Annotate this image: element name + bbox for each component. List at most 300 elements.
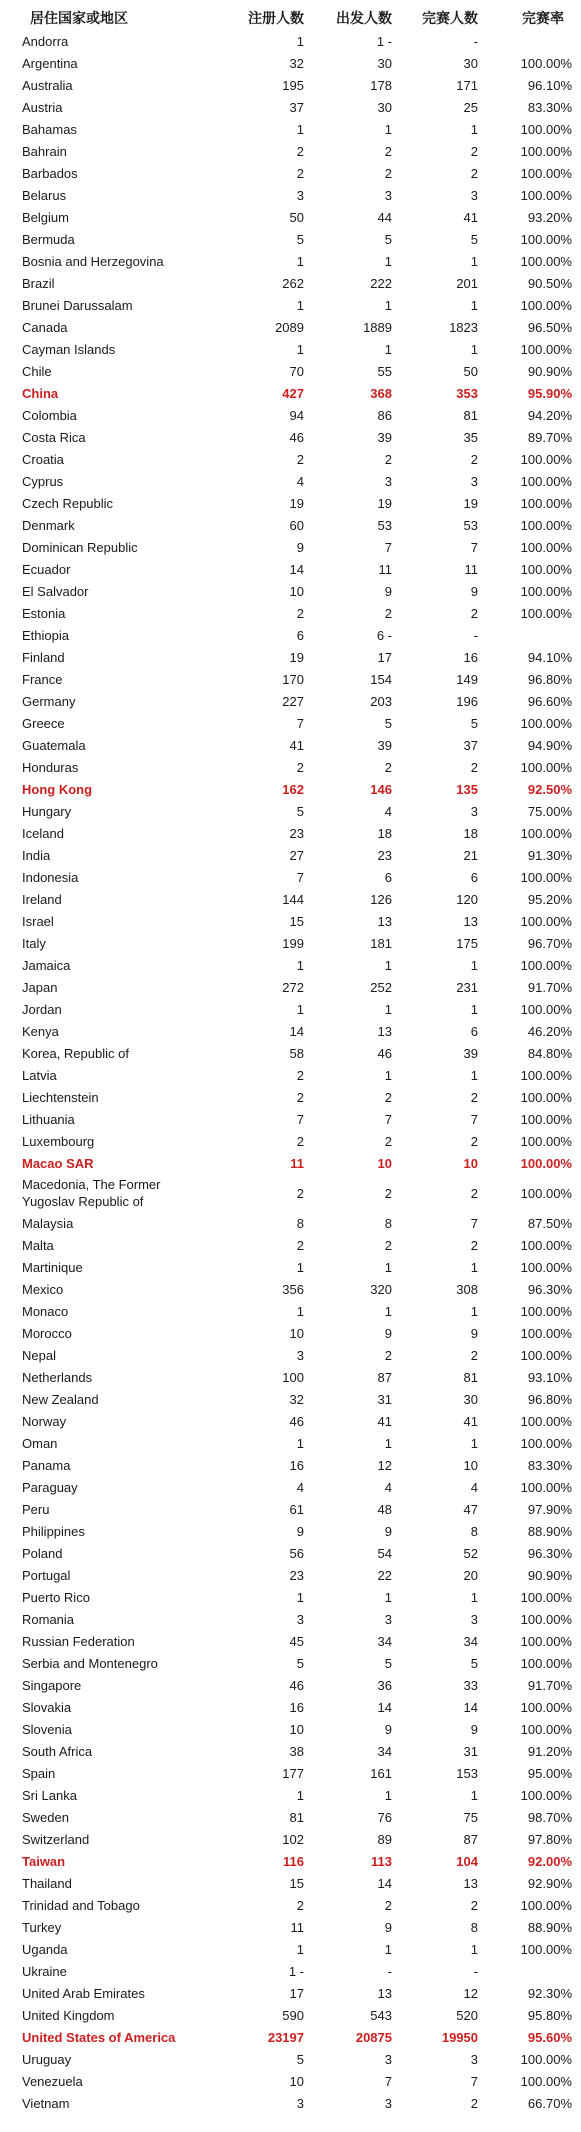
cell-registered: 199: [282, 935, 304, 951]
cell-rate: 100.00%: [520, 341, 572, 357]
cell-rate: 100.00%: [520, 1089, 572, 1105]
cell-registered: 10: [289, 583, 304, 599]
cell-finished: 1: [470, 1001, 478, 1017]
cell-started: 36: [377, 1677, 392, 1693]
table-row: [0, 866, 581, 888]
cell-started: 76: [377, 1809, 392, 1825]
cell-country: Bermuda: [22, 231, 75, 247]
cell-rate: 96.60%: [527, 693, 572, 709]
cell-country: Estonia: [22, 605, 66, 621]
cell-started: 55: [377, 363, 392, 379]
table-row: [0, 1982, 581, 2004]
cell-finished: 34: [463, 1633, 478, 1649]
cell-started: 1889: [363, 319, 392, 335]
cell-started: 2: [384, 1133, 392, 1149]
cell-started: 1: [384, 1303, 392, 1319]
cell-rate: 100.00%: [520, 1347, 572, 1363]
cell-country: Bahamas: [22, 121, 77, 137]
cell-finished: 41: [463, 1413, 478, 1429]
cell-registered: 58: [289, 1045, 304, 1061]
cell-country: Israel: [22, 913, 54, 929]
cell-started: 19: [377, 495, 392, 511]
table-row: [0, 1872, 581, 1894]
table-row: [0, 1674, 581, 1696]
cell-finished: 2: [470, 1133, 478, 1149]
table-row: [0, 1410, 581, 1432]
cell-started: 1: [384, 1787, 392, 1803]
cell-country: Argentina: [22, 55, 78, 71]
cell-registered: 6: [296, 627, 304, 643]
cell-rate: 100.00%: [520, 1067, 572, 1083]
cell-country: Singapore: [22, 1677, 82, 1693]
cell-registered: 116: [283, 1853, 304, 1869]
cell-country: Colombia: [22, 407, 77, 423]
cell-country: India: [22, 847, 51, 863]
table-row: [0, 778, 581, 800]
cell-rate: 100.00%: [520, 605, 572, 621]
cell-registered: 10: [289, 1721, 304, 1737]
cell-finished: 8: [470, 1523, 478, 1539]
cell-finished: 153: [456, 1765, 478, 1781]
cell-country: Greece: [22, 715, 65, 731]
table-row: [0, 1762, 581, 1784]
cell-country: Jamaica: [22, 957, 71, 973]
cell-registered: 1: [296, 1941, 304, 1957]
table-row: [0, 1108, 581, 1130]
cell-country: Sweden: [22, 1809, 69, 1825]
table-row: [0, 1916, 581, 1938]
cell-finished: 2: [470, 605, 478, 621]
cell-started: 1: [384, 341, 392, 357]
cell-registered: 2: [296, 165, 304, 181]
table-row: [0, 2004, 581, 2026]
table-row: [0, 1130, 581, 1152]
cell-started: 181: [370, 935, 392, 951]
cell-country: Ukraine: [22, 1963, 67, 1979]
cell-finished: 7: [470, 1215, 478, 1231]
cell-registered: 11: [290, 1155, 304, 1171]
cell-started: 2: [384, 605, 392, 621]
cell-rate: 92.00%: [527, 1853, 572, 1869]
cell-country: Bosnia and Herzegovina: [22, 253, 164, 269]
cell-started: 1 -: [376, 33, 392, 49]
cell-country: Romania: [22, 1611, 75, 1627]
cell-rate: 95.20%: [527, 891, 572, 907]
cell-finished: 171: [456, 77, 478, 93]
cell-registered: 46: [289, 1413, 304, 1429]
cell-registered: 2: [296, 1185, 304, 1201]
cell-started: 44: [377, 209, 392, 225]
cell-registered: 3: [296, 2095, 304, 2111]
table-row: [0, 1564, 581, 1586]
table-row: [0, 1476, 581, 1498]
cell-finished: 31: [463, 1743, 478, 1759]
cell-rate: 96.50%: [527, 319, 572, 335]
table-row: [0, 382, 581, 404]
cell-rate: 100.00%: [520, 539, 572, 555]
table-row: [0, 1174, 581, 1212]
table-row: [0, 448, 581, 470]
cell-started: 113: [371, 1853, 392, 1869]
cell-country: South Africa: [22, 1743, 93, 1759]
cell-registered: 9: [296, 539, 304, 555]
cell-finished: 9: [470, 583, 478, 599]
cell-registered: 11: [290, 1919, 304, 1935]
cell-started: 87: [377, 1369, 392, 1385]
table-row: [0, 1586, 581, 1608]
cell-rate: 96.30%: [527, 1545, 572, 1561]
cell-started: 54: [377, 1545, 392, 1561]
cell-registered: 1: [296, 1435, 304, 1451]
cell-started: 3: [384, 2095, 392, 2111]
cell-finished: 1823: [449, 319, 478, 335]
cell-rate: 100.00%: [520, 143, 572, 159]
table-row: [0, 668, 581, 690]
cell-rate: 91.70%: [527, 979, 572, 995]
cell-rate: 93.10%: [527, 1369, 572, 1385]
cell-country: Netherlands: [22, 1369, 93, 1385]
cell-finished: 9: [470, 1325, 478, 1341]
cell-started: 2: [384, 451, 392, 467]
cell-registered: 9: [296, 1523, 304, 1539]
cell-rate: 100.00%: [520, 451, 572, 467]
cell-finished: 19950: [441, 2029, 478, 2045]
cell-country: Slovakia: [22, 1699, 72, 1715]
cell-finished: 30: [463, 1391, 478, 1407]
cell-finished: 10: [463, 1155, 478, 1171]
cell-finished: 9: [470, 1721, 478, 1737]
cell-registered: 10: [289, 1325, 304, 1341]
cell-country: Liechtenstein: [22, 1089, 99, 1105]
table-row: [0, 162, 581, 184]
cell-rate: 94.90%: [527, 737, 572, 753]
cell-rate: 90.90%: [527, 363, 572, 379]
cell-country: Monaco: [22, 1303, 69, 1319]
cell-registered: 2: [296, 759, 304, 775]
table-row: [0, 844, 581, 866]
table-row: [0, 206, 581, 228]
cell-finished: 3: [470, 2051, 478, 2067]
cell-finished: 2: [470, 1237, 478, 1253]
table-row: [0, 580, 581, 602]
cell-started: 9: [384, 1721, 392, 1737]
cell-rate: 88.90%: [527, 1523, 572, 1539]
cell-started: 5: [384, 1655, 392, 1671]
cell-finished: 1: [470, 341, 478, 357]
cell-finished: 37: [463, 737, 478, 753]
cell-finished: 1: [470, 1589, 478, 1605]
cell-finished: -: [473, 1963, 478, 1979]
cell-registered: 427: [282, 385, 304, 401]
cell-finished: 47: [463, 1501, 478, 1517]
cell-rate: 100.00%: [520, 253, 572, 269]
cell-finished: 7: [470, 2073, 478, 2089]
cell-started: 368: [370, 385, 392, 401]
cell-country: Croatia: [22, 451, 64, 467]
cell-country: Hungary: [22, 803, 72, 819]
table-row: [0, 2092, 581, 2114]
cell-started: 203: [370, 693, 392, 709]
cell-finished: 13: [463, 1875, 478, 1891]
cell-rate: 100.00%: [520, 759, 572, 775]
cell-registered: 3: [296, 187, 304, 203]
table-row: [0, 1938, 581, 1960]
cell-rate: 97.80%: [527, 1831, 572, 1847]
cell-finished: 1: [470, 1787, 478, 1803]
table-row: [0, 1300, 581, 1322]
cell-registered: 56: [289, 1545, 304, 1561]
cell-registered: 37: [289, 99, 304, 115]
cell-finished: 175: [456, 935, 478, 951]
cell-country: Austria: [22, 99, 63, 115]
cell-started: 9: [384, 1523, 392, 1539]
cell-finished: 87: [463, 1831, 478, 1847]
table-row: [0, 1784, 581, 1806]
cell-registered: 195: [282, 77, 304, 93]
cell-registered: 60: [289, 517, 304, 533]
cell-rate: 100.00%: [520, 1479, 572, 1495]
cell-finished: 104: [456, 1853, 478, 1869]
cell-finished: 7: [470, 539, 478, 555]
cell-finished: 353: [456, 385, 478, 401]
cell-finished: 3: [470, 473, 478, 489]
table-row: [0, 734, 581, 756]
cell-started: 13: [377, 1023, 392, 1039]
cell-rate: 100.00%: [520, 1633, 572, 1649]
cell-country: Turkey: [22, 1919, 62, 1935]
table-row: [0, 2026, 581, 2048]
cell-registered: 19: [289, 649, 304, 665]
cell-registered: 2: [296, 1067, 304, 1083]
cell-finished: 1: [470, 1067, 478, 1083]
cell-started: 89: [377, 1831, 392, 1847]
cell-rate: 87.50%: [527, 1215, 572, 1231]
cell-finished: 41: [463, 209, 478, 225]
table-row: [0, 492, 581, 514]
cell-country: Switzerland: [22, 1831, 90, 1847]
table-row: [0, 1806, 581, 1828]
cell-registered: 46: [289, 1677, 304, 1693]
cell-started: 46: [377, 1045, 392, 1061]
cell-started: 18: [377, 825, 392, 841]
cell-registered: 356: [282, 1281, 304, 1297]
table-row: [0, 360, 581, 382]
cell-country: Hong Kong: [22, 781, 93, 797]
cell-started: 86: [377, 407, 392, 423]
cell-registered: 1: [296, 1303, 304, 1319]
cell-registered: 61: [289, 1501, 304, 1517]
cell-country: Kenya: [22, 1023, 59, 1039]
cell-country: Luxembourg: [22, 1133, 95, 1149]
table-row: [0, 1234, 581, 1256]
table-row: [0, 140, 581, 162]
cell-country: Brunei Darussalam: [22, 297, 133, 313]
table-row: [0, 74, 581, 96]
cell-country: Japan: [22, 979, 58, 995]
cell-registered: 23: [289, 825, 304, 841]
cell-finished: 75: [463, 1809, 478, 1825]
table-row: [0, 624, 581, 646]
cell-started: 178: [370, 77, 392, 93]
cell-finished: 231: [456, 979, 478, 995]
cell-rate: 100.00%: [520, 913, 572, 929]
table-row: [0, 1542, 581, 1564]
cell-rate: 91.30%: [527, 847, 572, 863]
cell-finished: 18: [463, 825, 478, 841]
table-row: [0, 536, 581, 558]
cell-started: 1: [384, 1001, 392, 1017]
cell-country: Malaysia: [22, 1215, 74, 1231]
cell-rate: 95.80%: [527, 2007, 572, 2023]
cell-country: Honduras: [22, 759, 79, 775]
cell-started: 8: [384, 1215, 392, 1231]
cell-country: Korea, Republic of: [22, 1045, 129, 1061]
table-row: [0, 1828, 581, 1850]
cell-started: 5: [384, 231, 392, 247]
cell-country: Martinique: [22, 1259, 83, 1275]
cell-started: 9: [384, 583, 392, 599]
table-row: [0, 1850, 581, 1872]
table-row: [0, 2070, 581, 2092]
cell-finished: 35: [463, 429, 478, 445]
cell-finished: -: [473, 627, 478, 643]
cell-country: Chile: [22, 363, 52, 379]
table-row: [0, 998, 581, 1020]
cell-country: Malta: [22, 1237, 54, 1253]
table-row: [0, 426, 581, 448]
table-row: [0, 184, 581, 206]
cell-started: 10: [377, 1155, 392, 1171]
cell-finished: 2: [470, 165, 478, 181]
cell-started: 4: [384, 1479, 392, 1495]
cell-country: Paraguay: [22, 1479, 78, 1495]
table-row: [0, 602, 581, 624]
cell-country: Canada: [22, 319, 68, 335]
cell-rate: 100.00%: [520, 1001, 572, 1017]
table-row: [0, 1432, 581, 1454]
cell-registered: 2: [296, 1089, 304, 1105]
cell-started: 3: [384, 1611, 392, 1627]
cell-started: 7: [384, 1111, 392, 1127]
cell-started: 14: [377, 1875, 392, 1891]
cell-rate: 100.00%: [520, 1655, 572, 1671]
cell-finished: 2: [470, 1347, 478, 1363]
header-started: 出发人数: [336, 10, 392, 26]
cell-rate: 100.00%: [520, 1699, 572, 1715]
cell-country: Jordan: [22, 1001, 62, 1017]
cell-rate: 100.00%: [520, 1259, 572, 1275]
cell-registered: 23: [289, 1567, 304, 1583]
cell-country: Cayman Islands: [22, 341, 116, 357]
table-row: [0, 1498, 581, 1520]
cell-started: 2: [384, 1897, 392, 1913]
table-row: [0, 2048, 581, 2070]
table-row: [0, 1366, 581, 1388]
cell-country: Venezuela: [22, 2073, 83, 2089]
cell-finished: 1: [470, 121, 478, 137]
cell-finished: 1: [470, 1259, 478, 1275]
cell-finished: 25: [463, 99, 478, 115]
cell-country: Mexico: [22, 1281, 64, 1297]
cell-rate: 100.00%: [520, 1325, 572, 1341]
cell-registered: 7: [296, 1111, 304, 1127]
cell-started: 34: [377, 1743, 392, 1759]
cell-registered: 70: [289, 363, 304, 379]
cell-rate: 94.20%: [527, 407, 572, 423]
table-row: [0, 338, 581, 360]
cell-finished: 3: [470, 1611, 478, 1627]
table-row: [0, 932, 581, 954]
cell-country: Uruguay: [22, 2051, 72, 2067]
table-row: [0, 1152, 581, 1174]
cell-rate: 94.10%: [527, 649, 572, 665]
cell-started: 41: [377, 1413, 392, 1429]
cell-registered: 1: [296, 1001, 304, 1017]
cell-rate: 100.00%: [520, 561, 572, 577]
cell-started: 30: [377, 99, 392, 115]
cell-rate: 95.90%: [527, 385, 572, 401]
cell-registered: 1: [296, 297, 304, 313]
cell-registered: 81: [289, 1809, 304, 1825]
cell-started: -: [387, 1963, 392, 1979]
cell-country: Trinidad and Tobago: [22, 1897, 140, 1913]
table-row: [0, 1718, 581, 1740]
cell-finished: 1: [470, 1941, 478, 1957]
cell-rate: 100.00%: [520, 187, 572, 203]
cell-finished: 2: [470, 1185, 478, 1201]
table-row: [0, 1454, 581, 1476]
cell-registered: 2: [296, 451, 304, 467]
table-row: [0, 1086, 581, 1108]
table-row: [0, 228, 581, 250]
cell-registered: 5: [296, 803, 304, 819]
cell-registered: 1: [296, 1589, 304, 1605]
cell-registered: 100: [282, 1369, 304, 1385]
cell-finished: 196: [456, 693, 478, 709]
table-row: [0, 1212, 581, 1234]
cell-finished: 2: [470, 451, 478, 467]
cell-country: Lithuania: [22, 1111, 75, 1127]
cell-country: United Kingdom: [22, 2007, 115, 2023]
cell-registered: 38: [289, 1743, 304, 1759]
cell-rate: 100.00%: [520, 473, 572, 489]
cell-started: 1: [384, 1435, 392, 1451]
table-body: [0, 30, 581, 2114]
cell-finished: 30: [463, 55, 478, 71]
cell-started: 23: [377, 847, 392, 863]
cell-started: 39: [377, 429, 392, 445]
cell-finished: 2: [470, 759, 478, 775]
cell-started: 12: [377, 1457, 392, 1473]
cell-registered: 1 -: [288, 1963, 304, 1979]
cell-finished: 2: [470, 1089, 478, 1105]
cell-registered: 50: [289, 209, 304, 225]
cell-rate: 83.30%: [527, 99, 572, 115]
cell-country: Guatemala: [22, 737, 86, 753]
cell-started: 1: [384, 1067, 392, 1083]
cell-rate: 100.00%: [520, 1133, 572, 1149]
cell-rate: 100.00%: [520, 495, 572, 511]
cell-started: 48: [377, 1501, 392, 1517]
table-row: [0, 690, 581, 712]
table-row: [0, 294, 581, 316]
table-row: [0, 800, 581, 822]
cell-rate: 100.00%: [520, 2051, 572, 2067]
cell-finished: 81: [463, 407, 478, 423]
cell-country: Russian Federation: [22, 1633, 135, 1649]
cell-registered: 10: [289, 2073, 304, 2089]
cell-rate: 100.00%: [520, 957, 572, 973]
